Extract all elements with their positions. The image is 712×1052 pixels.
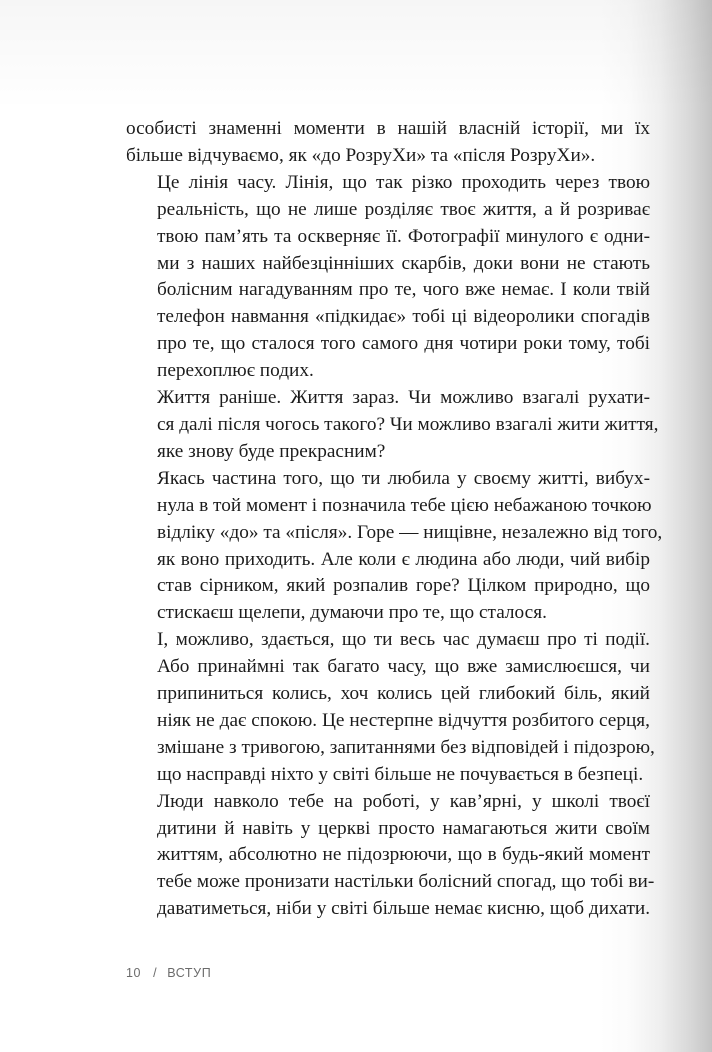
text-line: припиниться колись, хоч колись цей глибокий біль, який bbox=[157, 683, 650, 705]
text-line: стискаєш щелепи, думаючи про те, що сталося. bbox=[157, 602, 547, 624]
text-line: Люди навколо тебе на роботі, у кав’ярні, у школі твоєї bbox=[157, 790, 650, 812]
paragraph bbox=[126, 466, 663, 627]
text-line: болісним нагадуванням про те, чого вже немає. І коли твій bbox=[157, 279, 650, 301]
text-line: про те, що сталося того самого дня чотири роки тому, тобі bbox=[157, 333, 650, 355]
text-line: нула в той момент і позначила тебе цією небажаною точкою bbox=[157, 494, 652, 516]
paragraph bbox=[126, 627, 655, 788]
paragraph bbox=[126, 789, 655, 924]
page-footer bbox=[126, 966, 211, 980]
text-line: Або принаймні так багато часу, що вже замислюєшся, чи bbox=[157, 656, 650, 678]
text-line: Це лінія часу. Лінія, що так різко проходить через твою bbox=[157, 171, 650, 193]
text-line: змішане з тривогою, запитаннями без відповідей і підозрою, bbox=[157, 736, 655, 758]
text-line: ся далі після чогось такого? Чи можливо взагалі жити життя, bbox=[157, 413, 659, 435]
text-line: Життя раніше. Життя зараз. Чи можливо взагалі рухати- bbox=[157, 387, 650, 409]
text-line: що насправді ніхто у світі більше не почувається в безпеці. bbox=[157, 763, 644, 785]
text-line: Якась частина того, що ти любила у своєму житті, вибух- bbox=[157, 467, 650, 489]
text-line: відліку «до» та «після». Горе — нищівне, незалежно від того, bbox=[157, 521, 663, 543]
paragraph bbox=[126, 170, 650, 385]
text-line: ніяк не дає спокою. Це нестерпне відчуття розбитого серця, bbox=[157, 709, 650, 731]
text-line: як воно приходить. Але коли є людина або люди, чий вибір bbox=[157, 548, 650, 570]
text-line: телефон навмання «підкидає» тобі ці відеоролики спогадів bbox=[157, 306, 650, 328]
text-line: дитини й навіть у церкві просто намагаються жити своїм bbox=[157, 817, 650, 839]
text-line: став сірником, який розпалив горе? Цілком природно, що bbox=[157, 575, 650, 597]
page-shading bbox=[0, 0, 712, 110]
body-text bbox=[126, 116, 663, 923]
text-line: життям, абсолютно не підозрюючи, що в будь-який момент bbox=[157, 844, 650, 866]
page-number: 10 bbox=[126, 966, 142, 980]
text-line: І, можливо, здається, що ти весь час думаєш про ті події. bbox=[157, 629, 650, 651]
text-line: даватиметься, ніби у світі більше немає кисню, щоб дихати. bbox=[157, 898, 651, 920]
paragraph bbox=[126, 116, 650, 170]
text-line: твою пам’ять та оскверняє її. Фотографії минулого є одни- bbox=[157, 225, 650, 247]
text-line: тебе може пронизати настільки болісний спогад, що тобі ви- bbox=[157, 871, 655, 893]
paragraph bbox=[126, 385, 659, 466]
text-line: ми з наших найбезцінніших скарбів, доки вони не стають bbox=[157, 252, 650, 274]
text-line: реальність, що не лише розділяє твоє життя, а й розриває bbox=[157, 198, 650, 220]
text-line: більше відчуваємо, як «до РозруХи» та «після РозруХи». bbox=[126, 144, 596, 166]
section-title: ВСТУП bbox=[167, 966, 212, 980]
text-line: яке знову буде прекрасним? bbox=[157, 440, 386, 462]
text-line: особисті знаменні моменти в нашій власній історії, ми їх bbox=[126, 118, 650, 139]
footer-separator: / bbox=[153, 966, 158, 980]
text-line: перехоплює подих. bbox=[157, 360, 314, 382]
